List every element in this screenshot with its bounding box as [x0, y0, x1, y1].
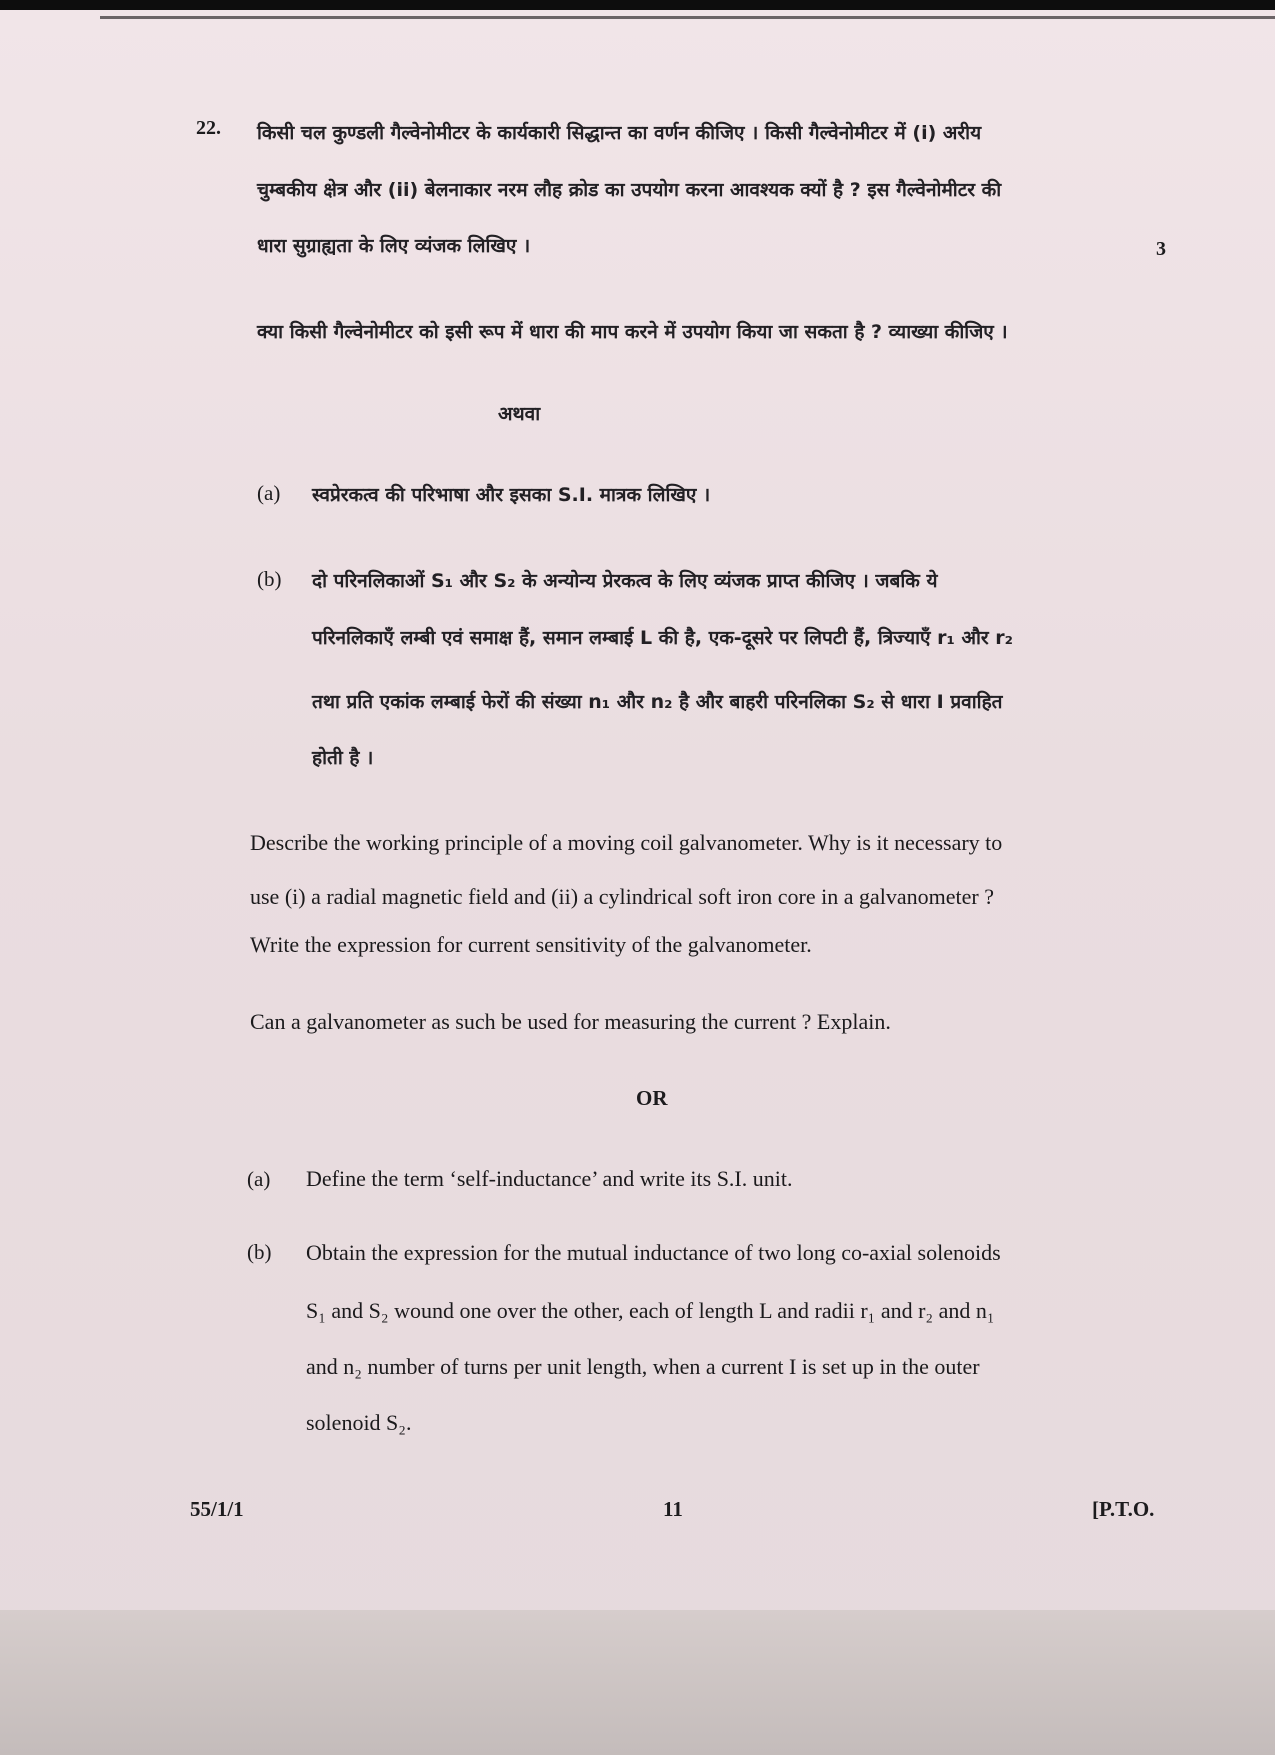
scan-bottom-band [0, 1610, 1275, 1755]
question-marks: 3 [1156, 238, 1166, 260]
paper-code: 55/1/1 [190, 1497, 244, 1521]
hindi-part-b-label: (b) [257, 567, 282, 591]
header-rule [100, 16, 1275, 19]
hindi-part-b-line-4: होती है । [312, 747, 374, 769]
english-part-b-label: (b) [247, 1240, 272, 1264]
page-number: 11 [663, 1497, 683, 1521]
english-part-a-text: Define the term ‘self-inductance’ and write its S.I. unit. [306, 1166, 793, 1191]
english-part-b-line-2: S₁ and S₂ wound one over the other, each of length L and radii r₁ and r₂ and n₁ [306, 1298, 995, 1323]
hindi-part-a-text: स्वप्रेरकत्व की परिभाषा और इसका S.I. मात्रक लिखिए । [312, 484, 711, 506]
hindi-question-line-1: किसी चल कुण्डली गैल्वेनोमीटर के कार्यकारी सिद्धान्त का वर्णन कीजिए । किसी गैल्वेनोमीटर में (i) अरीय [257, 122, 982, 144]
hindi-question-line-2: चुम्बकीय क्षेत्र और (ii) बेलनाकार नरम लौह क्रोड का उपयोग करना आवश्यक क्यों है ? इस गैल्वेनोमीटर की [257, 179, 1002, 201]
hindi-part-b-line-2: परिनलिकाएँ लम्बी एवं समाक्ष हैं, समान लम्बाई L की है, एक-दूसरे पर लिपटी हैं, त्रिज्याएँ r₁ और r₂ [312, 627, 1013, 649]
english-or-separator: OR [636, 1086, 668, 1110]
question-number: 22. [196, 117, 221, 139]
english-question-line-2: use (i) a radial magnetic field and (ii) a cylindrical soft iron core in a galvanometer ? [250, 884, 995, 909]
please-turn-over: [P.T.O. [1092, 1497, 1155, 1521]
hindi-part-b-line-3: तथा प्रति एकांक लम्बाई फेरों की संख्या n₁ और n₂ है और बाहरी परिनलिका S₂ से धारा I प्रवाहित [312, 691, 1003, 713]
english-part-b-line-3: and n₂ number of turns per unit length, when a current I is set up in the outer [306, 1354, 980, 1379]
hindi-part-b-line-1: दो परिनलिकाओं S₁ और S₂ के अन्योन्य प्रेरकत्व के लिए व्यंजक प्राप्त कीजिए । जबकि ये [312, 570, 938, 592]
english-question-line-4: Can a galvanometer as such be used for measuring the current ? Explain. [250, 1009, 891, 1034]
english-part-b-line-1: Obtain the expression for the mutual inductance of two long co-axial solenoids [306, 1240, 1001, 1265]
hindi-question-line-4: क्या किसी गैल्वेनोमीटर को इसी रूप में धारा की माप करने में उपयोग किया जा सकता है ? व्याख्या कीजिए । [257, 321, 1008, 343]
hindi-question-line-3: धारा सुग्राह्यता के लिए व्यंजक लिखिए । [257, 235, 531, 257]
hindi-or-separator: अथवा [498, 403, 541, 425]
exam-page [0, 10, 1275, 1710]
hindi-part-a-label: (a) [257, 481, 281, 505]
english-question-line-3: Write the expression for current sensitivity of the galvanometer. [250, 932, 812, 957]
english-question-line-1: Describe the working principle of a moving coil galvanometer. Why is it necessary to [250, 830, 1003, 855]
scan-top-edge [0, 0, 1275, 10]
english-part-b-line-4: solenoid S₂. [306, 1410, 412, 1435]
english-part-a-label: (a) [247, 1167, 271, 1191]
